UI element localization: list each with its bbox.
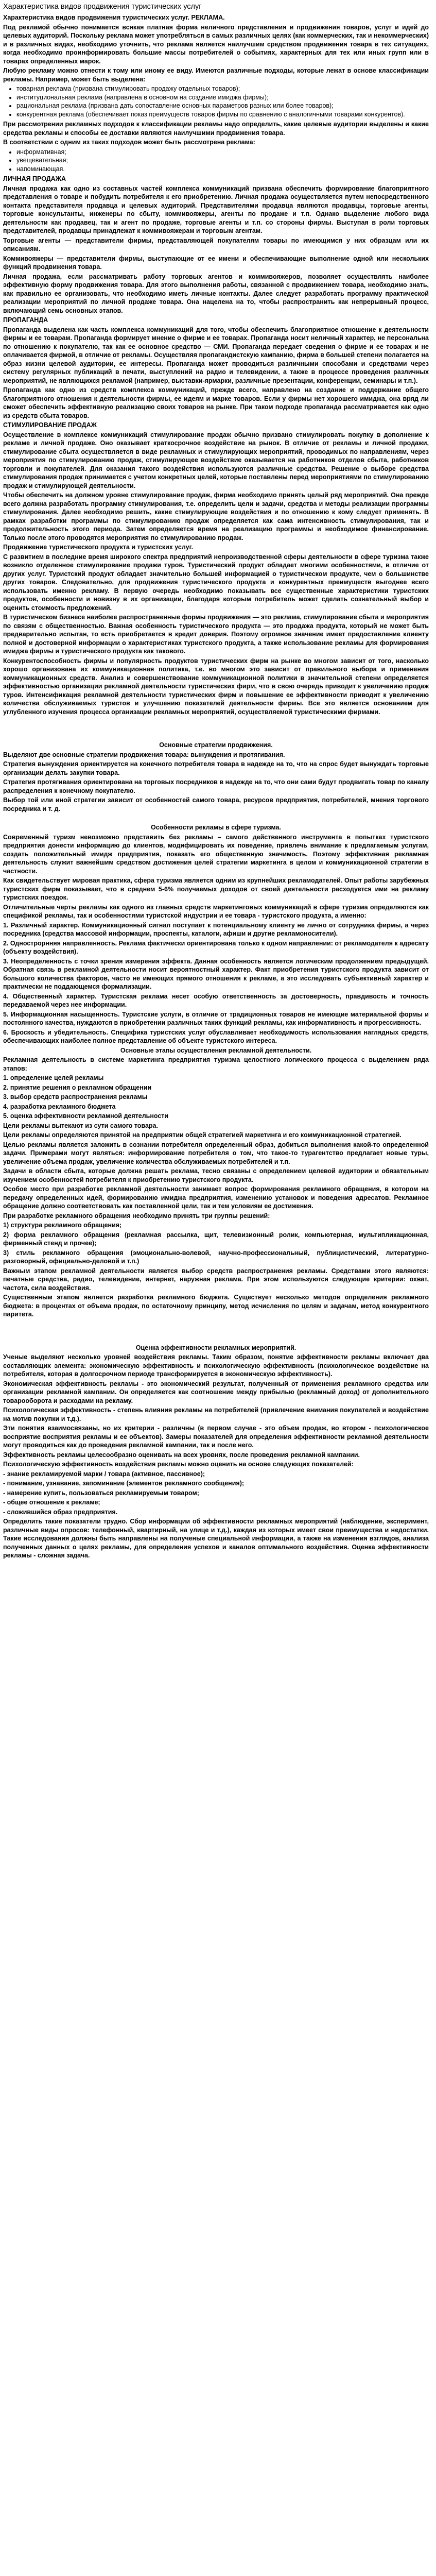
paragraph: Цели рекламы определяются принятой на предприятии общей стратегией маркетинга и его коммуникационной стратегией. xyxy=(3,1131,402,1139)
paragraph: Отличительные черты рекламы как одного из главных средств маркетинговых коммуникаций в сфере туризма определяются как спецификой рекламы, так и особенностями туристской индустрии и ее товара - туристского продукта, а именно: xyxy=(3,903,429,920)
list-item: • информативная; xyxy=(16,148,429,157)
section-propaganda xyxy=(3,316,429,420)
paragraph: Ученые выделяют несколько уровней воздействия рекламы. Таким образом, понятие эффективности рекламы включает два составляющих элемента: экономическую эффективность и психологическую эффективность (психологическое воздействие на потребителя, которая в долгосрочном периоде трансформируется в экономическую эффективность). xyxy=(3,1353,429,1378)
paragraph: 2) форма рекламного обращения (рекламная рассылка, щит, телевизионный ролик, компьютерная, мультипликационная, фирменный стенд и прочее); xyxy=(3,1231,429,1247)
list-item: 6. Броскость и убедительность. Специфика туристских услуг обуславливает необходимость использования наглядных средств, обеспечивающих наиболее полное представление об объекте туристского интереса. xyxy=(3,1028,429,1045)
paragraph: Торговые агенты — представители фирмы, представляющей покупателям товары по имеющимся у них образцам или их описаниям. xyxy=(3,236,429,253)
paragraph: Рекламная деятельность в системе маркетинга предприятия туризма целостного логического процесса с выделением ряда этапов: xyxy=(3,1056,429,1072)
paragraph: Задачи в области сбыта, которые должна решать реклама, тесно связаны с определением целевой аудитории и обязательным изучением особенностей потребителя к приобретению туристского продукта. xyxy=(3,1167,429,1183)
section-heading-advertising: Характеристика видов продвижения туристических услуг. РЕКЛАМА. xyxy=(3,14,225,22)
list-item: 4. Общественный характер. Туристская реклама несет особую ответственность за достоверность, правдивость и точность передаваемой через нее информации. xyxy=(3,992,429,1009)
vertical-gap xyxy=(3,1320,429,1344)
paragraph: Существенным этапом является разработка рекламного бюджета. Существует несколько методов определения рекламного бюджета: в процентах от объема продаж, по остаточному принципу, метод исчисления по целям и задачам, метод конкурентного паритета. xyxy=(3,1294,429,1318)
section-advertising xyxy=(3,13,429,173)
paragraph: Цели рекламы вытекают из сути самого товара. xyxy=(3,1122,158,1129)
paragraph: Как свидетельствует мировая практика, сфера туризма является одним из крупнейших рекламодателей. Опыт работы зарубежных туристских фирм показывает, что в среднем 5-6% получаемых доходов от своей деятельности расходуется ими на рекламу туристских поездок. xyxy=(3,877,429,902)
section-tourism-promotion xyxy=(3,543,429,716)
paragraph: Экономическая эффективность рекламы - это экономический результат, полученный от применения рекламного средства или организации рекламной кампании. Он определяется как соотношение между прибылью (рекламный доход) от дополнительного товарооборота и расходами на рекламу. xyxy=(3,1380,429,1404)
section-personal-sales xyxy=(3,175,429,315)
section-heading-stages: Основные этапы осуществления рекламной деятельности. xyxy=(120,1046,312,1054)
paragraph: Стратегия протягивания ориентирована на торговых посредников в надежде на то, что они сами будут продвигать товар по каналу распределения к конечному покупателю. xyxy=(3,778,429,794)
paragraph: Продвижение туристического продукта и туристских услуг. xyxy=(3,544,194,551)
list-item: • конкурентная реклама (обеспечивает показ преимуществ товаров фирмы по сравнению с аналогичными товарами конкурентов). xyxy=(16,110,429,119)
list-item: 1. определение целей рекламы xyxy=(3,1074,104,1082)
list-item: 1. Различный характер. Коммуникационный сигнал поступает к потенциальному клиенту не лично от сотрудника фирмы, а через посредника (средства массовой информации, проспекты, каталоги, афиши и другие рекламоносители). xyxy=(3,921,429,938)
paragraph: Конкурентоспособность фирмы и популярность продуктов туристических фирм на рынке во многом зависит от того, насколько хорошо организована их коммуникационная политика, т.е. во многом это зависит от правильного выбора и применения коммуникационных средств. Анализ и совершенствование коммуникационной политики в значительной степени определяется эффективностью организации рекламной деятельности туристических фирм, что в свою очередь приводит к увеличению продаж туров. Интенсификация рекламной деятельности туристических фирм и повышение ее эффективности приводит к увеличению количества обслуживаемых туристов и улучшению показателей деятельности фирмы. Все это является основанием для углубленного изучения процесса организации рекламных мероприятий, осуществляемой туристическими фирмами. xyxy=(3,657,429,716)
paragraph: При рассмотрении рекламных подходов к классификации рекламы надо определить, какие целевые аудитории выделены и какие средства рекламы и способы ее доставки являются наилучшими продвижения товара. xyxy=(3,121,429,137)
paragraph: При разработке рекламного обращения необходимо принять три группы решений: xyxy=(3,1212,270,1219)
paragraph: В туристическом бизнесе наиболее распространенные формы продвижения — это реклама, стимулирование сбыта и мероприятия по связям с общественностью. Важная особенность туристического продукта — это продажа продукта, который не может быть предварительно испытан, то есть приобретается в кредит доверия. Поэтому огромное значение имеет предоставление клиенту полной и достоверной информации о характеристиках туристского продукта, а также использование рекламы для формирования имиджа фирмы и туристического продукта как такового. xyxy=(3,614,429,655)
section-heading-efficiency: Оценка эффективности рекламных мероприятий. xyxy=(135,1344,297,1351)
section-heading-strategies: Основные стратегии продвижения. xyxy=(159,741,273,749)
paragraph: Личная продажа как одно из составных частей комплекса коммуникаций призвана обеспечить формирование благоприятного представления о товаре и побудить потребителя к его приобретению. Личная продажа осуществляется путем непосредственного контакта представителя продавца и целевых аудиторий. Представителями продавца являются продавцы, торговые агенты, торговые консультанты, инженеры по сбыту, коммивояжеры, агенты по продаже и т.п. Однако выделение любого вида деятельности как продавец, так и агент по продаже, торговые агенты и т.п. со стороны фирмы. Выступая в роли торговых представителей, продавцы принадлежат к коммивояжерам и торговым агентам. xyxy=(3,184,429,235)
advertising-types-list xyxy=(3,148,429,174)
paragraph: Важным этапом рекламной деятельности является выбор средств распространения рекламы. Средствами этого являются: печатные средства, радио, телевидение, интернет, наружная реклама. При этом используются следующие критерии: охват, частота, сила воздействия. xyxy=(3,1267,429,1292)
list-item: • рациональная реклама (призвана дать сопоставление основных параметров разных или более товаров); xyxy=(16,101,429,110)
paragraph: Психологическую эффективность воздействия рекламы можно оценить на основе следующих показателей: xyxy=(3,1461,354,1468)
list-item: • напоминающая. xyxy=(16,165,429,174)
vertical-gap xyxy=(3,717,429,741)
paragraph: Особое место при разработке рекламной деятельности занимает вопрос формирования рекламного обращения, в котором на передачу определенных идей, формированию имиджа предприятия, изменению установок и поведения адресатов. Рекламное обращение должно соответствовать как поставленной цели, так и тем условиям ее достижения. xyxy=(3,1185,429,1210)
paragraph: С развитием в последние время широкого спектра предприятий непроизводственной сферы деятельности в сфере туризма также возникло отделенное стимулирование продажи туров. Туристический продукт обладает многими особенностями, в отличие от других услуг. Туристский продукт обладает значительно большей информацией о туристическом продукте, чем о большинстве других товаров. Следовательно, для продвижения туристического продукта и конкурентных преимуществ выгоднее всего использовать именно рекламу. В первую очередь необходимо показывать все существенные характеристики туристских продуктов, особенности и новизну в их организации, благодаря которым потребитель может сделать сознательный выбор и оценить стоимость предложений. xyxy=(3,553,429,612)
paragraph: Пропаганда выделена как часть комплекса коммуникаций для того, чтобы обеспечить благоприятное отношение к деятельности фирмы и ее товарам. Пропаганда формирует мнение о фирме и ее товарах. Пропаганда носит неличный характер, не персональна по отношению к покупателю, так как ее основное средство — СМИ. Пропаганда передает сведения о фирме и ее товарах и не оплачивается фирмой, в отличие от рекламы. Осуществляя пропагандистскую кампанию, фирма в большей степени полагается на образ жизни целевой аудитории, ее интересы. Пропаганда может проводиться различными способами и средствами через систему регулярных публикаций в печати, выступлений на радио и телевидении, а также в процессе проведения различных мероприятий, не являющихся рекламой (например, выставки-ярмарки, различные презентации, конференции, семинары и т.п.). xyxy=(3,326,429,384)
vertical-gap xyxy=(3,814,429,823)
paragraph: Целью рекламы является заложить в сознании потребителя определенный образ, добиться выполнения какой-то определенной задачи. Примерами могут являться: информирование потребителя о том, что такое-то турагентство предлагает новые туры, увеличение объема продаж, увеличение количества обслуживаемых потребителей и т.п. xyxy=(3,1141,429,1165)
paragraph: 3) стиль рекламного обращения (эмоционально-волевой, научно-профессиональный, публицистический, литературно-разговорный, официально-деловой и т.п.) xyxy=(3,1249,429,1265)
paragraph: Личная продажа, если рассматривать работу торговых агентов и коммивояжеров, позволяет осуществлять наиболее эффективную форму продвижения товара. Для этого выполнения работы, связанной с продвижением товара, необходимо знать, как правильно ее организовать, что необходимо иметь личные контакты. Далее следует разработать программу практической реализации мероприятий по личной продаже товара. Она нацелена на то, чтобы распространить как непрерывный процесс, включающий семь основных этапов. xyxy=(3,273,429,314)
section-heading-tourism-advertising: Особенности рекламы в сфере туризма. xyxy=(151,824,281,832)
section-efficiency xyxy=(3,1344,429,1560)
list-item: 3. Неопределенность с точки зрения измерения эффекта. Данная особенность является логическим продолжением предыдущей. Обратная связь в рекламной деятельности носит вероятностный характер. Факт приобретения туристского продукта зависит от большого количества факторов, часто не имеющих прямого отношения к рекламе, а это исследовать субъективный характер и практически не поддающемся формализации. xyxy=(3,957,429,991)
paragraph: Осуществление в комплексе коммуникаций стимулирование продаж обычно призвано стимулировать покупку в дополнение к рекламе и личной продаже. Оно оказывает краткосрочное воздействие на рынок. В отличие от рекламы и личной продажи, стимулирование сбыта осуществляется в виде рекламных и стимулирующих мероприятий, проводимых по направлениям, через мероприятия по стимулированию продаж, стимулирующее воздействие оказывается на работников отделов сбыта, работников торговли и покупателей. Для оказания такого воздействия используются различные средства. Решение о выборе средства стимулирования продаж принимается с учетом конкретных целей, которые поставлены перед мероприятиями по стимулированию продаж и стимулирующей деятельности. xyxy=(3,431,429,489)
paragraph: Определить такие показатели трудно. Сбор информации об эффективности рекламных мероприятий (наблюдение, эксперимент, различные виды опросов: телефонный, квартирный, на улице и т.д.), каждая из которых имеет свои преимущества и недостатки. Такие исследования должны быть направлены на полученые специальной информации, а также на изменения взглядов, анализа полученных данных о целях рекламы, для определения успехов и каналов оптимального воздействия. Оценка эффективности рекламы - сложная задача. xyxy=(3,1518,429,1560)
list-item: - намерение купить, пользоваться рекламируемым товаром; xyxy=(3,1489,199,1497)
paragraph: Стратегия вынуждения ориентируется на конечного потребителя товара в надежде на то, что на спрос будет вынуждать торговые организации делать закупки товара. xyxy=(3,760,429,776)
page-title: Характеристика видов продвижения туристических услуг xyxy=(3,3,202,11)
list-item: 5. Информационная насыщенность. Туристские услуги, в отличие от традиционных товаров не имеющие материальной формы и постоянного качества, нуждаются в приобретении различных таких функций рекламы, как информативность и прогрессивность. xyxy=(3,1010,429,1027)
list-item: - понимание, узнавание, запоминание (элементов рекламного сообщения); xyxy=(3,1480,245,1487)
section-advertising-stages xyxy=(3,1046,429,1319)
list-item: 5. оценка эффективности рекламной деятельности xyxy=(3,1112,169,1120)
paragraph: 1) структура рекламного обращения; xyxy=(3,1222,122,1229)
section-tourism-advertising xyxy=(3,823,429,1045)
paragraph: Любую рекламу можно отнести к тому или иному ее виду. Имеются различные подходы, которые лежат в основе классификации рекламы. Например, может быть выделена: xyxy=(3,67,429,83)
paragraph: Коммивояжеры — представители фирмы, выступающие от ее имени и обеспечивающие выполнение одной или нескольких функций продвижения товара. xyxy=(3,255,429,271)
paragraph: Выделяют две основные стратегии продвижения товара: вынуждения и протягивания. xyxy=(3,751,285,758)
list-item: - знание рекламируемой марки / товара (активное, пассивное); xyxy=(3,1470,205,1478)
section-sales-promotion xyxy=(3,421,429,542)
paragraph: Чтобы обеспечить на должном уровне стимулирование продаж, фирма необходимо принять целый ряд мероприятий. Она прежде всего должна разработать программу стимулирования, т.е. определить цели и задачи, средства и методы реализации программы стимулирования. Далее необходимо решить, какие стимулирующие воздействия и по отношению к кому следует применять. В рамках разработки программы по стимулированию продаж определяется как сама интенсивность стимулирования, так и продолжительность этого периода. Затем определяется время на реализацию программы и необходимое финансирование. Только после этого проводятся мероприятия по стимулированию продаж. xyxy=(3,492,429,541)
paragraph: Эффективность рекламы целесообразно оценивать на всех уровнях, после проведения рекламной кампании. xyxy=(3,1451,360,1459)
section-heading-personal-sales: ЛИЧНАЯ ПРОДАЖА xyxy=(3,175,66,183)
section-heading-sales-promotion: СТИМУЛИРОВАНИЕ ПРОДАЖ xyxy=(3,421,97,429)
section-heading-propaganda: ПРОПАГАНДА xyxy=(3,316,48,324)
paragraph: Современный туризм невозможно представить без рекламы – самого действенного инструмента в попытках туристского предприятия донести информацию до клиентов, модифицировать их поведение, привлечь внимание к предлагаемым услугам, создать положительный имидж предприятия, показать его общественную значимость. Поэтому эффективная рекламная деятельность служит важнейшим средством достижения целей стратегии маркетинга в целом и коммуникационной стратегии в частности. xyxy=(3,833,429,875)
list-item: 3. выбор средств распространения рекламы xyxy=(3,1093,148,1101)
section-strategies xyxy=(3,741,429,813)
list-item: • увещевательная; xyxy=(16,156,429,165)
list-item: - общее отношение к рекламе; xyxy=(3,1499,100,1506)
paragraph: Эти понятия взаимосвязаны, но их критерии - различны (в первом случае - это объем продаж, во втором - психологическое восприятие восприятия рекламы и ее объектов). Замеры показателей для определения эффективности рекламной деятельности могут проводиться как до проведения рекламной кампании, так и после него. xyxy=(3,1425,429,1449)
paragraph: Выбор той или иной стратегии зависит от особенностей самого товара, ресурсов предприятия, потребителей, мнения торгового посредника и т. д. xyxy=(3,796,429,812)
list-item: • товарная реклама (призвана стимулировать продажу отдельных товаров); xyxy=(16,84,429,93)
paragraph: Психологическая эффективность - степень влияния рекламы на потребителей (привлечение внимания покупателей и воздействие на мотив покупки и т.д.). xyxy=(3,1406,429,1422)
list-item: 2. Однострорнняя направленность. Реклама фактически ориентирована только к одном направлении: от рекламодателя к адресату (объекту воздействия). xyxy=(3,939,429,956)
list-item: • институциональная реклама (направлена в основном на создание имиджа фирмы); xyxy=(16,93,429,102)
list-item: - сложившийся образ предприятия. xyxy=(3,1508,118,1516)
paragraph: Под рекламой обычно понимается всякая платная форма неличного представления и продвижения товаров, услуг и идей до целевых аудиторий. Поскольку реклама может употребляться в самых различных целях (как коммерческих, так и некоммерческих) и в различных видах, необходимо уточнить, что реклама является наилучшим средством продвижения товара в тех ситуациях, когда необходимо проинформировать большие массы потребителей о событиях, характерных для тех или иных групп или в товарах определенных марок. xyxy=(3,23,429,65)
classification-list xyxy=(3,84,429,118)
paragraph: В соответствии с одним из таких подходов может быть рассмотрена реклама: xyxy=(3,139,255,146)
list-item: 2. принятие решения о рекламном обращении xyxy=(3,1083,152,1091)
list-item: 4. разработка рекламного бюджета xyxy=(3,1103,116,1110)
paragraph: Пропаганда как одно из средств комплекса коммуникаций, прежде всего, направлено на создание и поддержание общего благоприятного отношения к деятельности фирмы, ее идеям и марке товаров. Если у фирмы нет хорошего имиджа, она вряд ли сможет обеспечить эффективную реализацию своих товаров на рынке. При таком подходе пропаганда рассматривается как одно из средств сбыта товаров. xyxy=(3,386,429,419)
